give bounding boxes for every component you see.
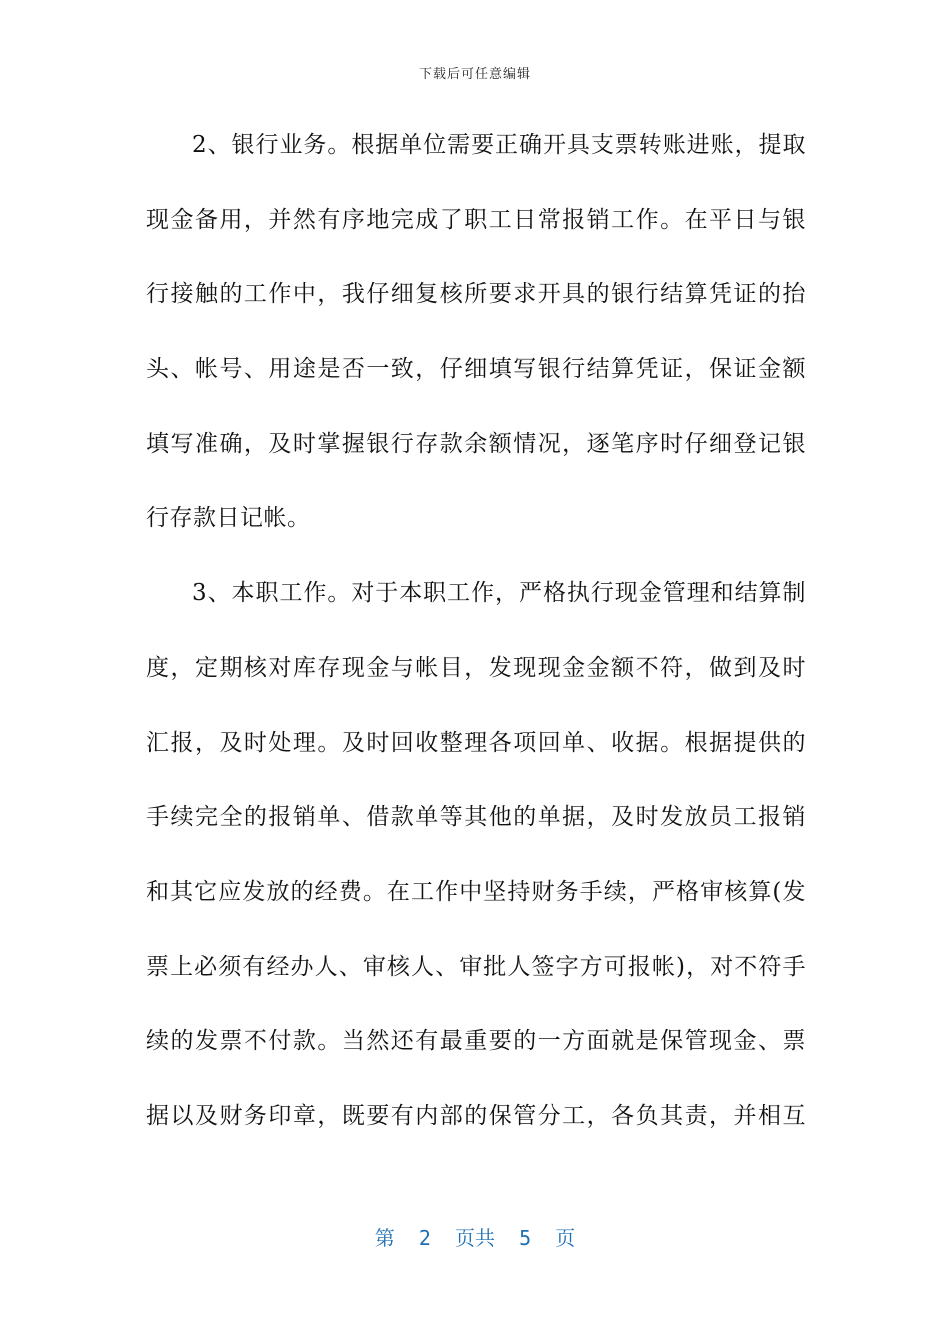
paragraph-1-line-6: 行存款日记帐。 [146,505,311,532]
page-header: 下载后可任意编辑 [418,67,531,82]
paragraph-2-line-5: 和其它应发放的经费。在工作中坚持财务手续，严格审核算(发 [146,878,806,905]
paragraph-2-line-6: 票上必须有经办人、审核人、审批人签字方可报帐)，对不符手 [146,953,806,980]
paragraph-1-line-5: 填写准确，及时掌握银行存款余额情况，逐笔序时仔细登记银 [146,430,806,457]
paragraph-2-line-3: 汇报，及时处理。及时回收整理各项回单、收据。根据提供的 [146,729,806,756]
paragraph-1-line-1: 2、银行业务。根据单位需要正确开具支票转账进账，提取 [192,132,806,158]
page-number-footer: 第 2 页共 5 页 [374,1226,576,1250]
paragraph-2-line-2: 度，定期核对库存现金与帐目，发现现金金额不符，做到及时 [146,654,806,681]
paragraph-1-line-3: 行接触的工作中，我仔细复核所要求开具的银行结算凭证的抬 [146,281,806,308]
paragraph-2-line-7: 续的发票不付款。当然还有最重要的一方面就是保管现金、票 [146,1028,806,1055]
paragraph-2-line-8: 据以及财务印章，既要有内部的保管分工，各负其责，并相互 [146,1102,806,1129]
paragraph-1-line-2: 现金备用，并然有序地完成了职工日常报销工作。在平日与银 [146,206,806,233]
paragraph-2-line-1: 3、本职工作。对于本职工作，严格执行现金管理和结算制 [192,580,806,607]
paragraph-2-line-4: 手续完全的报销单、借款单等其他的单据，及时发放员工报销 [146,804,806,831]
paragraph-1-line-4: 头、帐号、用途是否一致，仔细填写银行结算凭证，保证金额 [146,356,806,383]
document-body [146,108,806,1154]
